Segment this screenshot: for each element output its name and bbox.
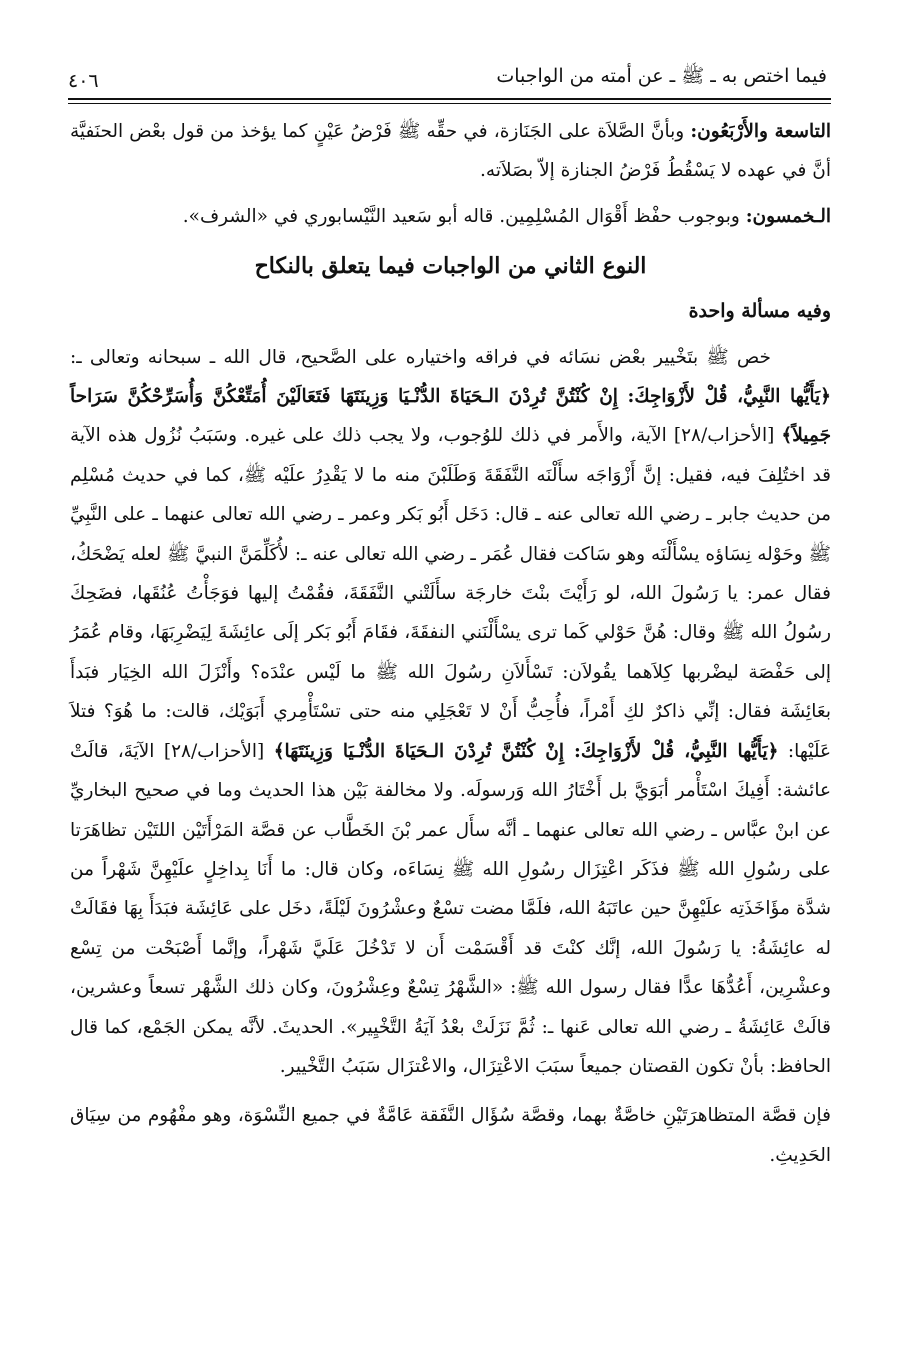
item-49-label: التاسعة والأَرْبَعُون:	[690, 121, 831, 142]
running-title: فيما اختص به ـ ﷺ ـ عن أمته من الواجبات	[496, 65, 827, 87]
page-number: ٤٠٦	[68, 70, 99, 92]
item-49-text: وبأنَّ الصَّلاَة على الجَنَازة، في حقِّه ﷺ فَرْضُ عَيْنٍ كما يؤخذ من قول بعْض الحنَفيَّة أنَّ في عهده لا يَسْقُطُ فَرْضُ الجنازة إلاّ بصَلاَته.	[70, 121, 831, 182]
item-50-label: الـخمسون:	[745, 205, 831, 227]
quran-verse-2: ﴿يَأَيُّها النَّبِيُّ، قُلْ لأَزْوَاجِكَ: إِنْ كُنْتُنَّ تُرِدْنَ الـحَيَاةَ الدُّنْـيَا وَزِينَتَهَا﴾	[273, 740, 779, 762]
header-divider	[68, 98, 831, 104]
closing-paragraph: فإن قصَّة المتظاهرَتَيْنِ خاصَّةٌ بهما، وقصَّة سُؤَال النَّفَقة عَامَّةٌ في جميع النِّسْوَة، وهو مفْهُوم من سِيَاق الحَدِيثِ.	[70, 1105, 831, 1166]
page-body	[70, 112, 831, 1175]
item-50	[70, 197, 831, 236]
para1-part1: خص ﷺ بتَخْيير بعْض نسَائه في فراقه واختياره على الصَّحيح، قال الله ـ سبحانه وتعالى ـ:	[70, 346, 771, 368]
item-50-text: وبوجوب حفْظ أَقْوَال المُسْلِمِين. قاله أبو سَعيد النَّيْسابوري في «الشرف».	[182, 205, 746, 227]
page-header	[68, 58, 827, 96]
quran-verse-1: ﴿يَأَيُّها النَّبِيُّ، قُلْ لأَزْوَاجِكَ: إِنْ كُنْتُنَّ تُرِدْنَ الـحَيَاةَ الدُّنْـيَا وَزِينَتَهَا فَتَعَالَيْنَ أُمَتِّعْكُنَّ وَأُسَرِّحْكُنَّ سَرَاحاً جَمِيلاً﴾	[70, 386, 831, 447]
section-subtitle: وفيه مسألة واحدة	[688, 300, 831, 323]
item-49	[70, 112, 831, 191]
main-paragraph	[70, 338, 831, 1087]
para1-part3: [الأحزاب/٢٨] الآيَةَ، قالَتْ عائشة: أَفِيكَ اسْتَأْمر أبَوَيَّ بل أَخْتَارُ الله وَرسولَه. ولا مخالفة بَيْن هذا الحديث وما في صحيح البخاريِّ عن ابنْ عبَّاس ـ رضي الله تعالى عنهما ـ أنَّه سأَل عمر بْنَ الخَطَّاب عن قصَّة المَرْأَتَيْن اللتَيْن تظاهَرَتا على رسُولِ الله ﷺ فذَكَر اعْتِزَال رسُولِ الله ﷺ نِسَاءَه، وكان قال: ما أَنَا بِداخِلٍ علَيْهِنَّ شَهْراً من شدَّة مؤَاخَذَتِه علَيْهِنَّ حين عاتَبَهُ الله، فلَمَّا مضت تسْعٌ وعشْرُونَ لَيْلَةً، دخَل على عَائِشَة فبَدَأَ بِهَا فقَالَتْ له عائِشَةُ: يا رَسُولَ الله، إنَّك كنْتَ قد أَقْسَمْت أَن لا تَدْخُلَ عَلَيَّ شَهْراً، وإنَّما أَصْبَحْت من تِسْع وعشْرِين، أَعُدُّهَا عدًّا فقال رسول الله ﷺ: «الشَّهْرُ تِسْعٌ وعِشْرُونَ، وكان ذلك الشَّهْر تسعاً وعشرين، قالَتْ عَائِشَةُ ـ رضي الله تعالى عَنها ـ: ثُمَّ نَزَلَتْ بعْدُ آيَةُ التَّخْيِير». الحديثَ. لأنَّه يمكن الجَمْع، كما قال الحافظ: بأنْ تكون القصتان جميعاً سبَبَ الاعْتِزَال، والاعْتزَال سَبَبُ التَّخْيير.	[70, 740, 831, 1077]
section-title: النوع الثاني من الواجبات فيما يتعلق بالنكاح	[254, 253, 647, 280]
para1-part2: [الأحزاب/٢٨] الآية، والأَمر في ذلك للوُجوب، ولا يجب ذلك على غيره. وسَبَبُ نُزُول هذه الآية قد اختُلِفَ فيه، فقيل: إنَّ أَزْوَاجَه سأَلْنَه النَّفَقَةَ وَطَلَبْنَ منه ما لا يَقْدِرُ علَيْه ﷺ، كما في حديث مُسْلِم من حديث جابر ـ رضي الله تعالى عنه ـ قال: دَخَل أَبُو بَكر وعمر ـ رضي الله تعالى عنهما ـ على النَّبِيِّ ﷺ وحَوْله نِسَاؤه يسْأَلْنَه وهو سَاكت فقال عُمَر ـ رضي الله تعالى عنه ـ: لأُكَلِّمَنَّ النبيَّ ﷺ لعله يَضْحَكُ، فقال عمر: يا رَسُولَ الله، لو رَأَيْتَ بنْتَ خارجَة سأَلَتْني النَّفَقَةَ، فقُمْتُ إليها فوَجَأْتُ عُنُقَها، فضَحِكَ رسُولُ الله ﷺ وقال: هُنَّ حَوْلي كَما ترى يسْأَلْنَني النفقَةَ، فقَامَ أَبُو بَكر إلَى عائِشَةَ لِيَضْرِبَهَا، وقام عُمَرُ إلى حَفْصَة ليضْربها كِلاَهما يقُولاَن: تَسْأَلاَنِ رسُولَ الله ﷺ ما لَيْس عنْدَه؟ وأَنْزَلَ الله الخِيَار فبَدأَ بعَائِشَة فقال: إنِّي ذاكرٌ لكِ أَمْراً، فأُحِبُّ أَنْ لا تَعْجَلِي منه حتى تسْتَأْمِري أَبَوَيْك، قالت: ما هُوَ؟ فتلاَ عَلَيْها:	[70, 425, 832, 762]
